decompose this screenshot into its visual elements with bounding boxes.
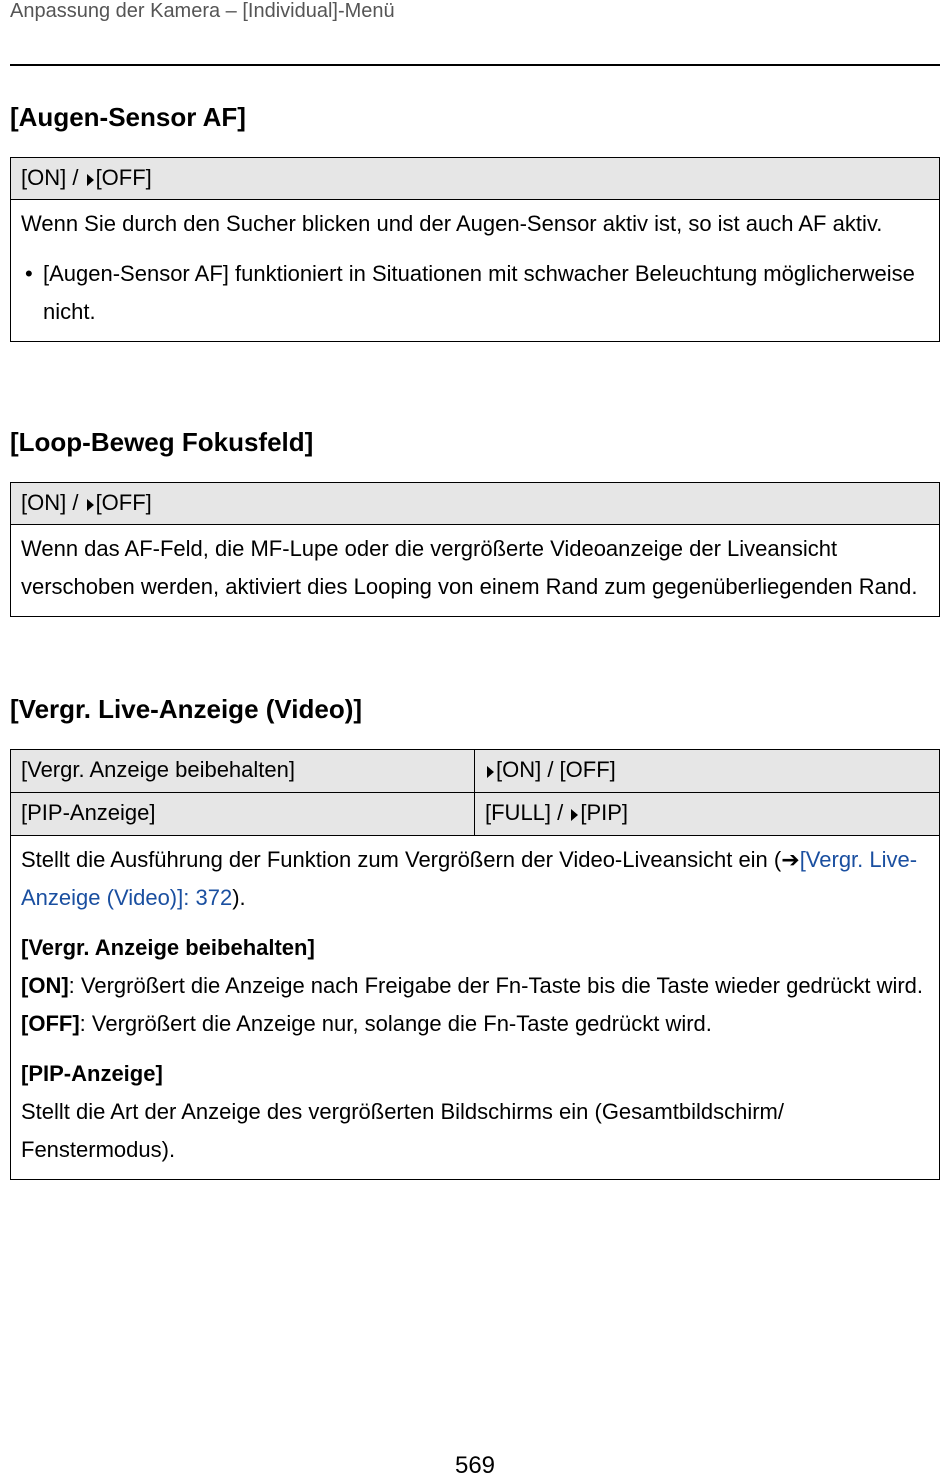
settings-box-augen-sensor-af	[10, 157, 940, 342]
option-on: [ON] /	[21, 165, 85, 190]
bullet-icon: •	[25, 261, 33, 286]
default-marker-icon	[87, 174, 94, 186]
options-row	[11, 483, 939, 525]
option-text: [ON] / [OFF]	[496, 757, 616, 782]
subheading-pip-anzeige: [PIP-Anzeige]	[21, 1061, 163, 1086]
settings-box-vergr-live-anzeige	[10, 749, 940, 1180]
description-intro: Stellt die Ausführung der Funktion zum Vergrößern der Video-Liveansicht ein (	[21, 847, 782, 872]
setting-label: [Vergr. Anzeige beibehalten]	[11, 750, 475, 792]
note-bullet	[21, 255, 927, 331]
description	[11, 200, 939, 341]
description-end: ).	[232, 885, 246, 910]
description	[11, 836, 939, 1179]
off-explanation	[21, 1005, 927, 1043]
section-title-loop-beweg-fokusfeld: [Loop-Beweg Fokusfeld]	[10, 427, 314, 457]
off-label: [OFF]	[21, 1011, 80, 1036]
page-number: 569	[454, 1452, 496, 1479]
description	[11, 525, 939, 616]
settings-row-anzeige-beibehalten	[11, 750, 939, 793]
on-text: : Vergrößert die Anzeige nach Freigabe der Fn-Taste bis die Taste wieder gedrückt wird.	[68, 973, 924, 998]
cross-reference-link[interactable]: [Vergr. Live-Anzeige (Video)]: 372	[21, 847, 918, 910]
default-marker-icon	[487, 766, 494, 778]
off-text: : Vergrößert die Anzeige nur, solange die Fn-Taste gedrückt wird.	[79, 1011, 712, 1036]
on-explanation	[21, 967, 927, 1005]
on-label: [ON]	[21, 973, 69, 998]
option-off: [OFF]	[95, 165, 152, 190]
pip-explanation: Stellt die Art der Anzeige des vergrößerten Bildschirms ein (Gesamtbildschirm/ Fenstermodus).	[21, 1099, 784, 1162]
description-text: Wenn das AF-Feld, die MF-Lupe oder die vergrößerte Videoanzeige der Liveansicht verschoben werden, aktiviert dies Looping von einem Rand zum gegenüberliegenden Rand.	[21, 536, 918, 599]
default-marker-icon	[87, 499, 94, 511]
page-header	[10, 0, 940, 66]
setting-options	[475, 793, 939, 835]
subheading-anzeige-beibehalten: [Vergr. Anzeige beibehalten]	[21, 935, 315, 960]
options-row	[11, 158, 939, 200]
settings-row-pip-anzeige	[11, 793, 939, 836]
description-text	[21, 841, 927, 917]
option-on: [ON] /	[21, 490, 85, 515]
setting-options	[475, 750, 939, 792]
section-title-vergr-live-anzeige: [Vergr. Live-Anzeige (Video)]	[10, 694, 363, 724]
arrow-right-icon: ➔	[781, 847, 800, 872]
option-off: [OFF]	[95, 490, 152, 515]
section-title-augen-sensor-af: [Augen-Sensor AF]	[10, 102, 246, 132]
option-full: [FULL] /	[485, 800, 570, 825]
header-title: Anpassung der Kamera – [Individual]-Menü	[10, 0, 395, 22]
settings-box-loop-beweg-fokusfeld	[10, 482, 940, 617]
note-text: [Augen-Sensor AF] funktioniert in Situationen mit schwacher Beleuchtung möglicherweise nicht.	[43, 261, 915, 324]
description-text: Wenn Sie durch den Sucher blicken und der Augen-Sensor aktiv ist, so ist auch AF aktiv.	[21, 211, 883, 236]
option-pip: [PIP]	[580, 800, 629, 825]
default-marker-icon	[571, 809, 578, 821]
setting-label: [PIP-Anzeige]	[11, 793, 475, 835]
